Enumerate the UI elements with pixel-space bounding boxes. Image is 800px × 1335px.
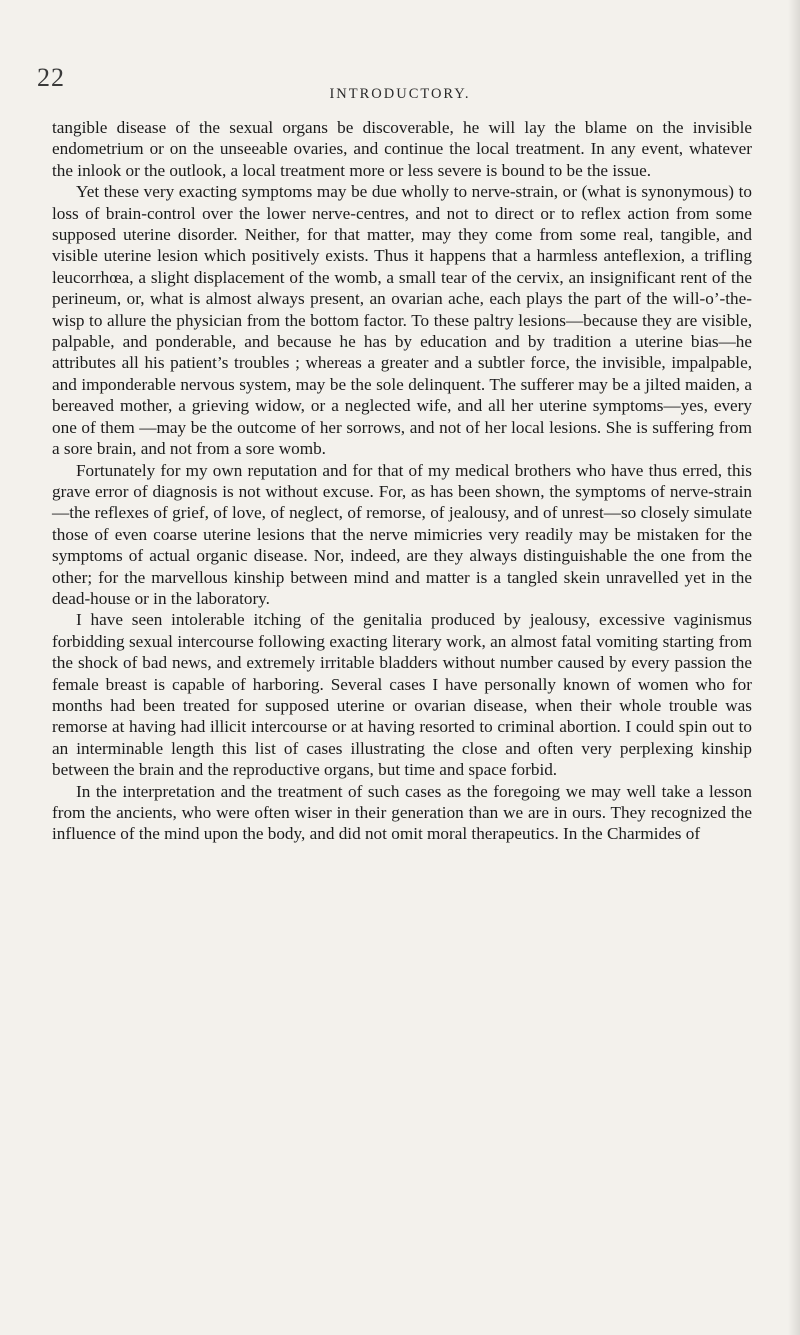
- paragraph-2: Yet these very exacting symptoms may be due wholly to nerve-strain, or (what is synonymous) to loss of brain-control over the lower nerve-centres, and not to direct or to reflex action from some supposed uterine disorder. Neither, for that matter, may they come from some real, tangible, and visible uterine lesion which positively exists. Thus it happens that a harmless anteflexion, a trifling leucorrhœa, a slight displacement of the womb, a small tear of the cervix, an insignificant rent of the perineum, or, what is almost always present, an ovarian ache, each plays the part of the will-o’-the-wisp to allure the physician from the bottom factor. To these paltry lesions—because they are visible, palpable, and ponderable, and because he has by education and by tradition a uterine bias—he attributes all his patient’s troubles ; whereas a greater and a subtler force, the invisible, impalpable, and imponderable nervous system, may be the sole delinquent. The sufferer may be a jilted maiden, a bereaved mother, a grieving widow, or a neglected wife, and all her uterine symptoms—yes, every one of them —may be the outcome of her sorrows, and not of her local lesions. She is suffering from a sore brain, and not from a sore womb.: [52, 182, 752, 459]
- running-head: INTRODUCTORY.: [329, 86, 471, 102]
- paragraph-3: Fortunately for my own reputation and for that of my medical brothers who have thus erred, this grave error of diagnosis is not without excuse. For, as has been shown, the symptoms of nerve-strain—the reflexes of grief, of love, of neglect, of remorse, of jealousy, and of unrest—so closely simulate those of even coarse uterine lesions that the nerve mimicries very readily may be mistaken for the symptoms of actual organic disease. Nor, indeed, are they always distinguishable the one from the other; for the marvellous kinship between mind and matter is a tangled skein unravelled yet in the dead-house or in the laboratory.: [52, 460, 752, 608]
- paragraph-4: I have seen intolerable itching of the genitalia produced by jealousy, excessive vaginismus forbidding sexual intercourse following exacting literary work, an almost fatal vomiting starting from the shock of bad news, and extremely irritable bladders without number caused by every passion the female breast is capable of harboring. Several cases I have personally known of women who for months had been treated for supposed uterine or ovarian disease, when their whole trouble was remorse at having had illicit intercourse or at having resorted to criminal abortion. I could spin out to an interminable length this list of cases illustrating the close and often very perplexing kinship between the brain and the reproductive organs, but time and space forbid.: [52, 610, 752, 780]
- page-number: 22: [37, 63, 65, 92]
- page-edge-shadow: [788, 0, 800, 1335]
- body-text: [52, 117, 752, 845]
- paragraph-1: tangible disease of the sexual organs be discoverable, he will lay the blame on the invisible endometrium or on the unseeable ovaries, and continue the local treatment. In any event, whatever the inlook or the outlook, a local treatment more or less severe is bound to be the issue.: [52, 118, 752, 180]
- paragraph-5: In the interpretation and the treatment of such cases as the foregoing we may well take a lesson from the ancients, who were often wiser in their generation than we are in ours. They recognized the influence of the mind upon the body, and did not omit moral therapeutics. In the Charmides of: [52, 781, 752, 844]
